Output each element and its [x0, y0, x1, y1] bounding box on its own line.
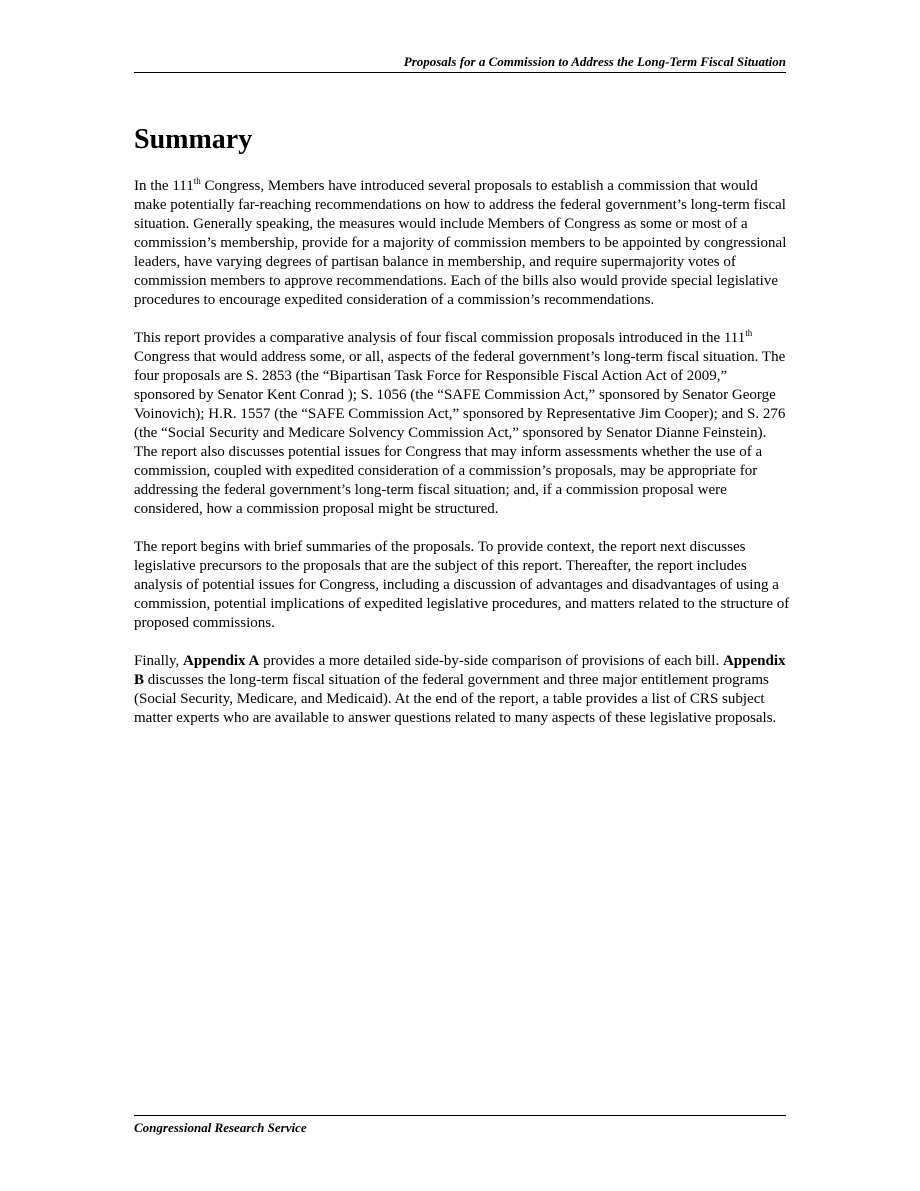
ordinal-superscript: th: [193, 176, 201, 186]
ordinal-superscript: th: [745, 328, 753, 338]
summary-paragraph-3: The report begins with brief summaries of the proposals. To provide context, the report next discusses legislative precursors to the proposals that are the subject of this report. Thereafter, the report includes analysis of potential issues for Congress, including a discussion of advantages and disadvantages of using a commission, potential implications of expedited legislative procedures, and matters related to the structure of proposed commissions.: [134, 539, 790, 631]
paragraph-4-intro: Finally,: [134, 653, 184, 669]
running-header: [134, 54, 786, 73]
summary-paragraph-1: [134, 177, 790, 310]
paragraph-2-text-start: This report provides a comparative analysis of four fiscal commission proposals introduced in the 111: [134, 330, 746, 346]
appendix-a-reference: Appendix A: [183, 653, 260, 669]
summary-paragraph-2: [134, 329, 790, 519]
paragraph-4-end: discusses the long-term fiscal situation of the federal government and three major entitlement programs (Social Security, Medicare, and Medicaid). At the end of the report, a table provides a list of CRS subject matter experts who are available to answer questions related to many aspects of these legislative proposals.: [134, 672, 777, 726]
page-title: Summary: [134, 124, 253, 155]
summary-body: [134, 177, 790, 747]
paragraph-1-text-rest: Congress, Members have introduced several proposals to establish a commission that would make potentially far-reaching recommendations on how to address the federal government’s long-term fiscal situation. Generally speaking, the measures would include Members of Congress as some or most of a commission’s membership, provide for a majority of commission members to be appointed by congressional leaders, have varying degrees of partisan balance in membership, and require supermajority votes of commission members to approve recommendations. Each of the bills also would provide special legislative procedures to encourage expedited consideration of a commission’s recommendations.: [134, 178, 787, 308]
paragraph-4-middle: provides a more detailed side-by-side comparison of provisions of each bill.: [259, 653, 723, 669]
paragraph-2-text-rest: Congress that would address some, or all, aspects of the federal government’s long-term fiscal situation. The four proposals are S. 2853 (the “Bipartisan Task Force for Responsible Fiscal Action Act of 2009,” sponsored by Senator Kent Conrad ); S. 1056 (the “SAFE Commission Act,” sponsored by Senator George Voinovich); H.R. 1557 (the “SAFE Commission Act,” sponsored by Representative Jim Cooper); and S. 276 (the “Social Security and Medicare Solvency Commission Act,” sponsored by Senator Dianne Feinstein). The report also discusses potential issues for Congress that may inform assessments whether the use of a commission, coupled with expedited consideration of a commission’s proposals, may be appropriate for addressing the federal government’s long-term fiscal situation; and, if a commission proposal were considered, how a commission proposal might be structured.: [134, 349, 786, 517]
summary-paragraph-4: [134, 652, 790, 728]
paragraph-1-text-start: In the 111: [134, 178, 194, 194]
running-header-title: Proposals for a Commission to Address the Long-Term Fiscal Situation: [403, 54, 786, 69]
appendix-b-reference: Appendix B: [134, 653, 786, 688]
running-footer: [134, 1115, 786, 1136]
footer-organization: Congressional Research Service: [134, 1120, 307, 1135]
